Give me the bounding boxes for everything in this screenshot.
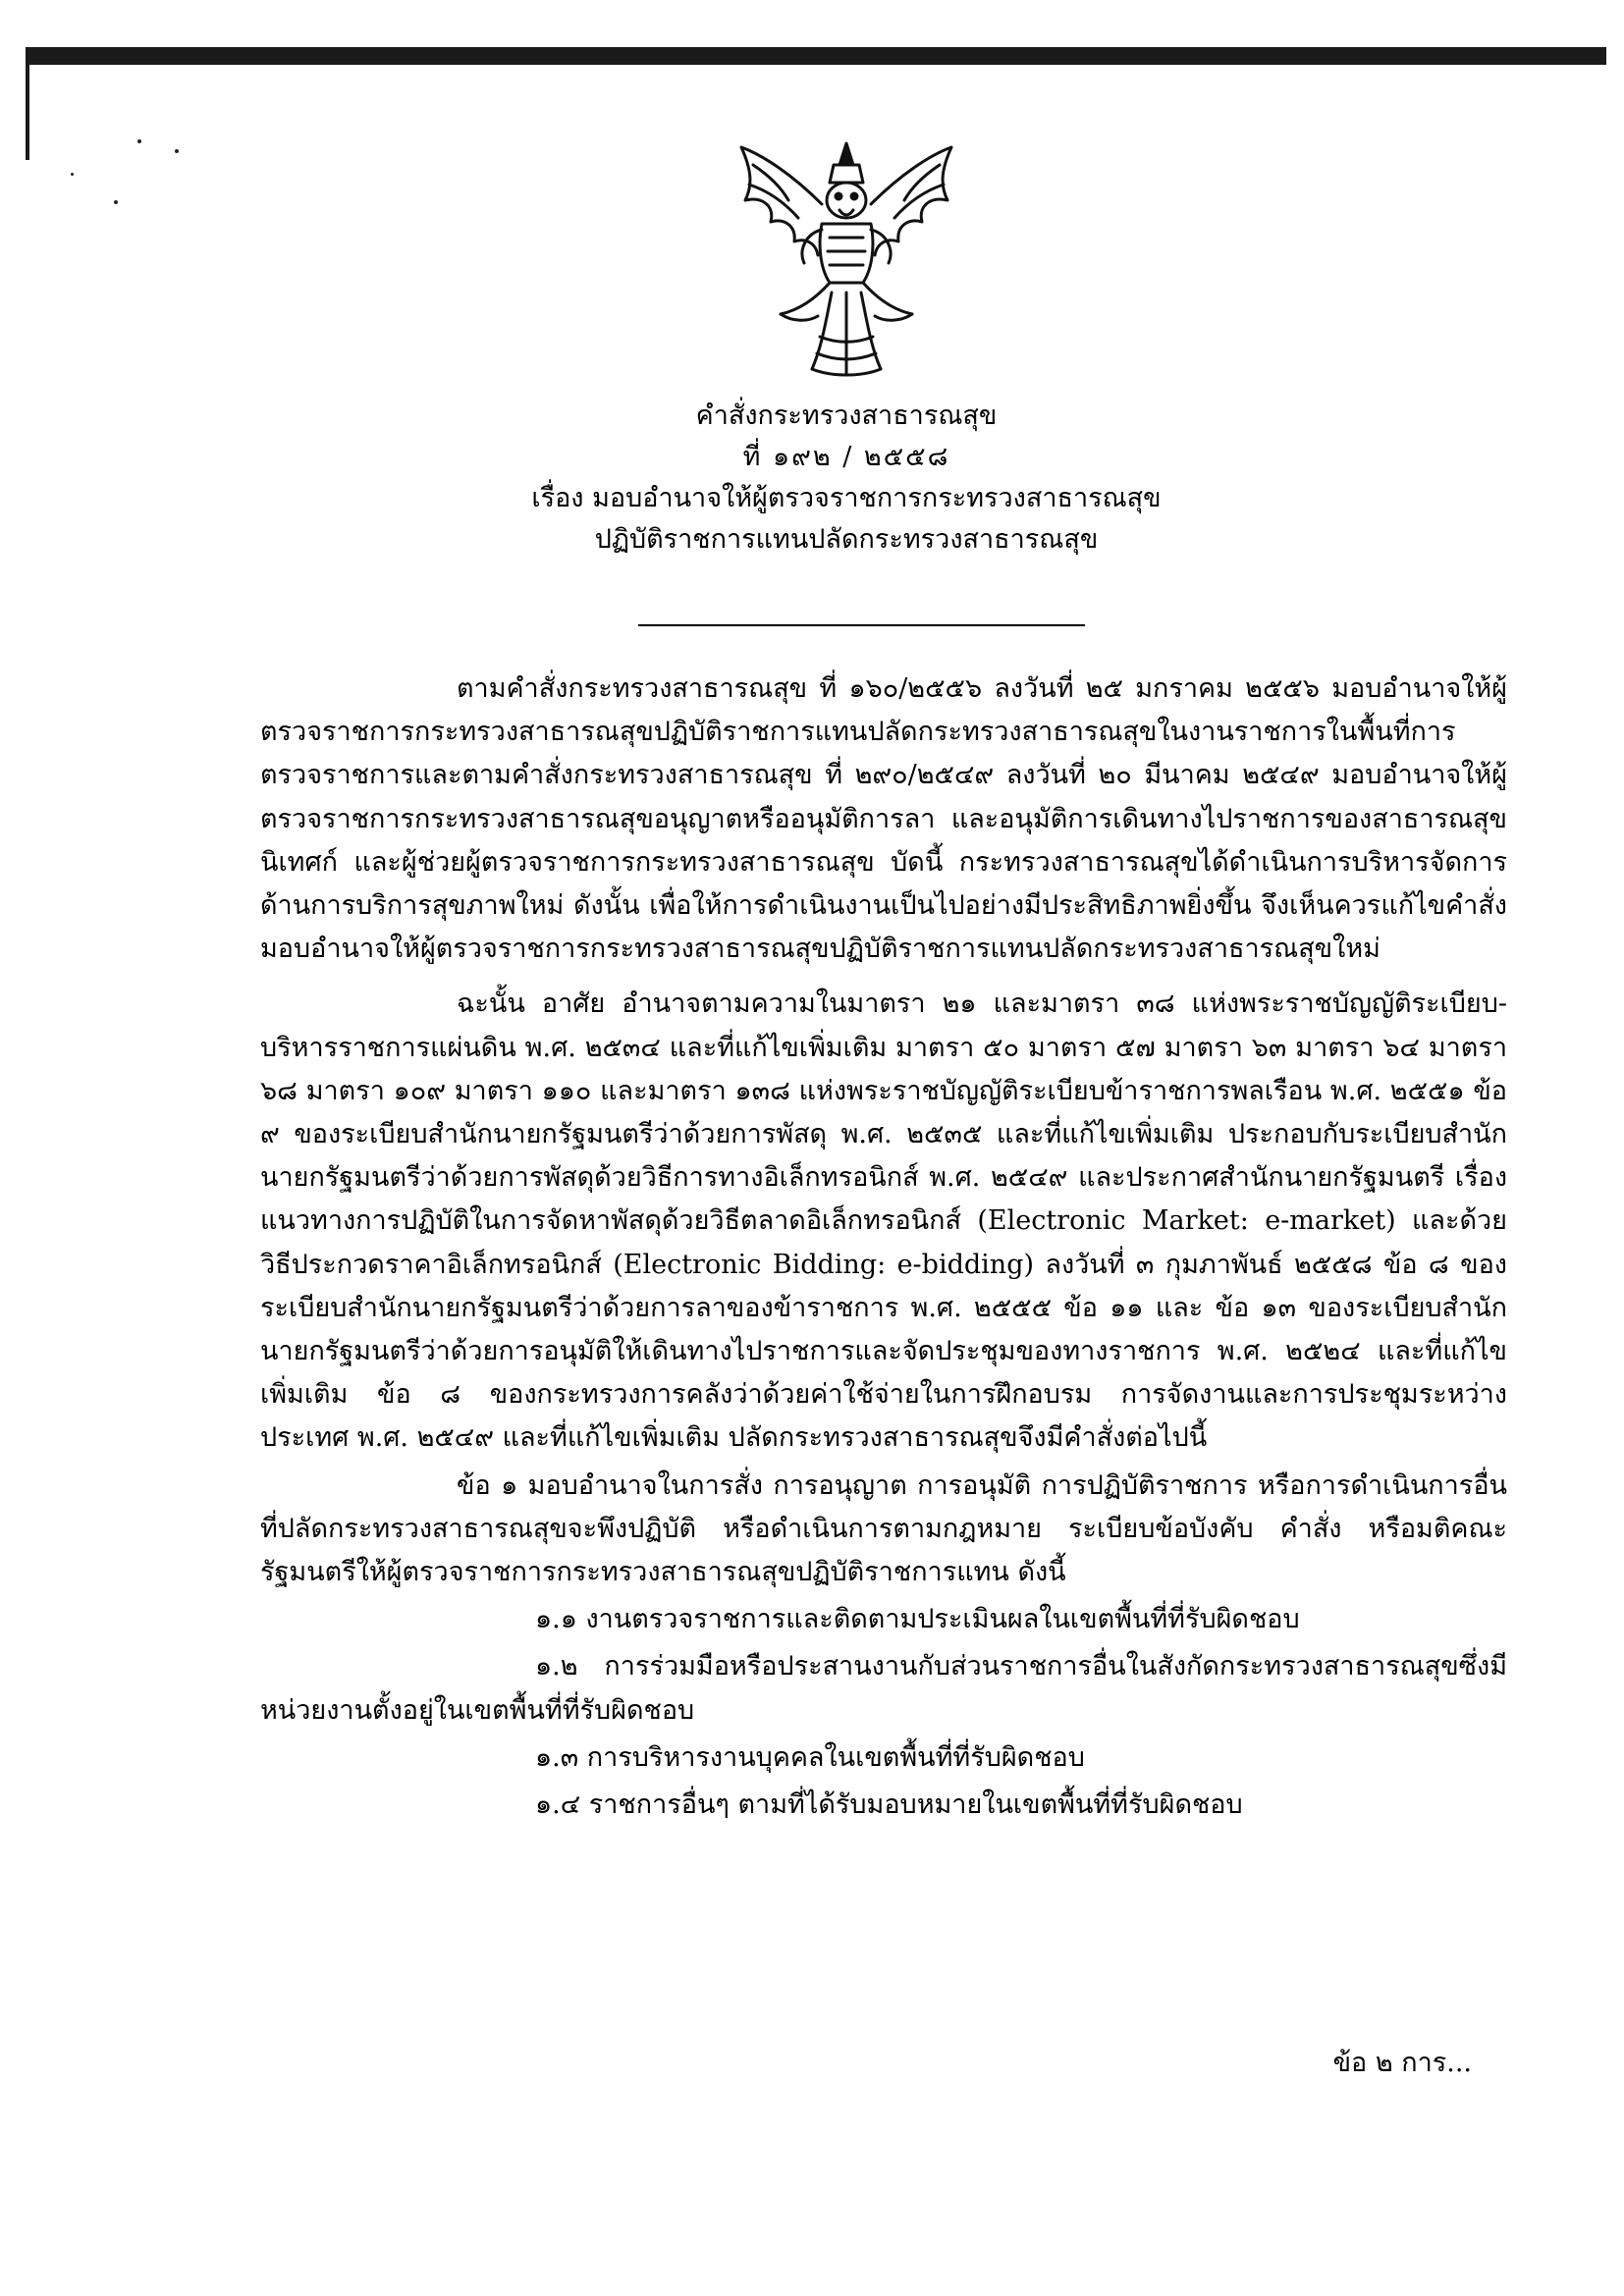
garuda-emblem-icon (724, 135, 969, 381)
document-title: คำสั่งกระทรวงสาธารณสุข (695, 400, 998, 431)
page-continuation: ข้อ ๒ การ... (1332, 2048, 1472, 2078)
paragraph-background: ตามคำสั่งกระทรวงสาธารณสุข ที่ ๑๖๐/๒๕๕๖ ลงวันที่ ๒๕ มกราคม ๒๕๕๖ มอบอำนาจให้ผู้ตรวจราชการกระทรวงสาธารณสุขปฏิบัติราชการแทนปลัดกระทรวงสาธารณสุขในงานราชการในพื้นที่การตรวจราชการและตามคำสั่งกระทรวงสาธารณสุข ที่ ๒๙๐/๒๕๔๙ ลงวันที่ ๒๐ มีนาคม ๒๕๔๙ มอบอำนาจให้ผู้ตรวจราชการกระทรวงสาธารณสุขอนุญาตหรืออนุมัติการลา และอนุมัติการเดินทางไปราชการของสาธารณสุขนิเทศก์ และผู้ช่วยผู้ตรวจราชการกระทรวงสาธารณสุข บัดนี้ กระทรวงสาธารณสุขได้ดำเนินการบริหารจัดการด้านการบริการสุขภาพใหม่ ดังนั้น เพื่อให้การดำเนินงานเป็นไปอย่างมีประสิทธิภาพยิ่งขึ้น จึงเห็นควรแก้ไขคำสั่งมอบอำนาจให้ผู้ตรวจราชการกระทรวงสาธารณสุขปฏิบัติราชการแทนปลัดกระทรวงสาธารณสุขใหม่ (260, 673, 1507, 965)
clause-item-1-1: ๑.๑ งานตรวจราชการและติดตามประเมินผลในเขตพื้นที่ที่รับผิดชอบ (535, 1604, 1300, 1635)
subject-line-1: เรื่อง มอบอำนาจให้ผู้ตรวจราชการกระทรวงสาธารณสุข (531, 483, 1162, 513)
scan-border-top (26, 47, 1606, 65)
clause-item-1-4: ๑.๔ ราชการอื่นๆ ตามที่ได้รับมอบหมายในเขตพื้นที่ที่รับผิดชอบ (535, 1789, 1243, 1821)
scan-speck (71, 173, 74, 176)
order-number: ที่ ๑๙๒ / ๒๕๕๘ (742, 442, 950, 472)
clause-item-1-3: ๑.๓ การบริหารงานบุคคลในเขตพื้นที่ที่รับผิดชอบ (535, 1741, 1085, 1773)
scan-speck (175, 149, 179, 153)
header-divider (638, 624, 1085, 626)
paragraph-clause-1: ข้อ ๑ มอบอำนาจในการสั่ง การอนุญาต การอนุมัติ การปฏิบัติราชการ หรือการดำเนินการอื่นที่ปลัดกระทรวงสาธารณสุขจะพึงปฏิบัติ หรือดำเนินการตามกฎหมาย ระเบียบข้อบังคับ คำสั่ง หรือมติคณะรัฐมนตรีให้ผู้ตรวจราชการกระทรวงสาธารณสุขปฏิบัติราชการแทน ดังนี้ (260, 1469, 1507, 1588)
subject-line-2: ปฏิบัติราชการแทนปลัดกระทรวงสาธารณสุข (594, 524, 1099, 555)
scan-speck (137, 139, 141, 143)
document-header (295, 398, 1398, 562)
document-body (260, 667, 1507, 1831)
scan-speck (114, 200, 118, 204)
scan-border-left (26, 47, 29, 160)
clause-item-1-2: ๑.๒ การร่วมมือหรือประสานงานกับส่วนราชการอื่นในสังกัดกระทรวงสาธารณสุขซึ่งมีหน่วยงานตั้งอยู่ในเขตพื้นที่ที่รับผิดชอบ (260, 1651, 1507, 1726)
paragraph-legal-basis: ฉะนั้น อาศัย อำนาจตามความในมาตรา ๒๑ และมาตรา ๓๘ แห่งพระราชบัญญัติระเบียบ-บริหารราชการแผ่นดิน พ.ศ. ๒๕๓๔ และที่แก้ไขเพิ่มเติม มาตรา ๕๐ มาตรา ๕๗ มาตรา ๖๓ มาตรา ๖๔ มาตรา ๖๘ มาตรา ๑๐๙ มาตรา ๑๑๐ และมาตรา ๑๓๘ แห่งพระราชบัญญัติระเบียบข้าราชการพลเรือน พ.ศ. ๒๕๕๑ ข้อ ๙ ของระเบียบสำนักนายกรัฐมนตรีว่าด้วยการพัสดุ พ.ศ. ๒๕๓๕ และที่แก้ไขเพิ่มเติม ประกอบกับระเบียบสำนักนายกรัฐมนตรีว่าด้วยการพัสดุด้วยวิธีการทางอิเล็กทรอนิกส์ พ.ศ. ๒๕๔๙ และประกาศสำนักนายกรัฐมนตรี เรื่อง แนวทางการปฏิบัติในการจัดหาพัสดุด้วยวิธีตลาดอิเล็กทรอนิกส์ (Electronic Market: e-market) และด้วยวิธีประกวดราคาอิเล็กทรอนิกส์ (Electronic Bidding: e-bidding) ลงวันที่ ๓ กุมภาพันธ์ ๒๕๕๘ ข้อ ๘ ของระเบียบสำนักนายกรัฐมนตรีว่าด้วยการลาของข้าราชการ พ.ศ. ๒๕๕๕ ข้อ ๑๑ และ ข้อ ๑๓ ของระเบียบสำนักนายกรัฐมนตรีว่าด้วยการอนุมัติให้เดินทางไปราชการและจัดประชุมของทางราชการ พ.ศ. ๒๕๒๔ และที่แก้ไขเพิ่มเติม ข้อ ๘ ของกระทรวงการคลังว่าด้วยค่าใช้จ่ายในการฝึกอบรม การจัดงานและการประชุมระหว่างประเทศ พ.ศ. ๒๕๔๙ และที่แก้ไขเพิ่มเติม ปลัดกระทรวงสาธารณสุขจึงมีคำสั่งต่อไปนี้ (260, 988, 1507, 1454)
